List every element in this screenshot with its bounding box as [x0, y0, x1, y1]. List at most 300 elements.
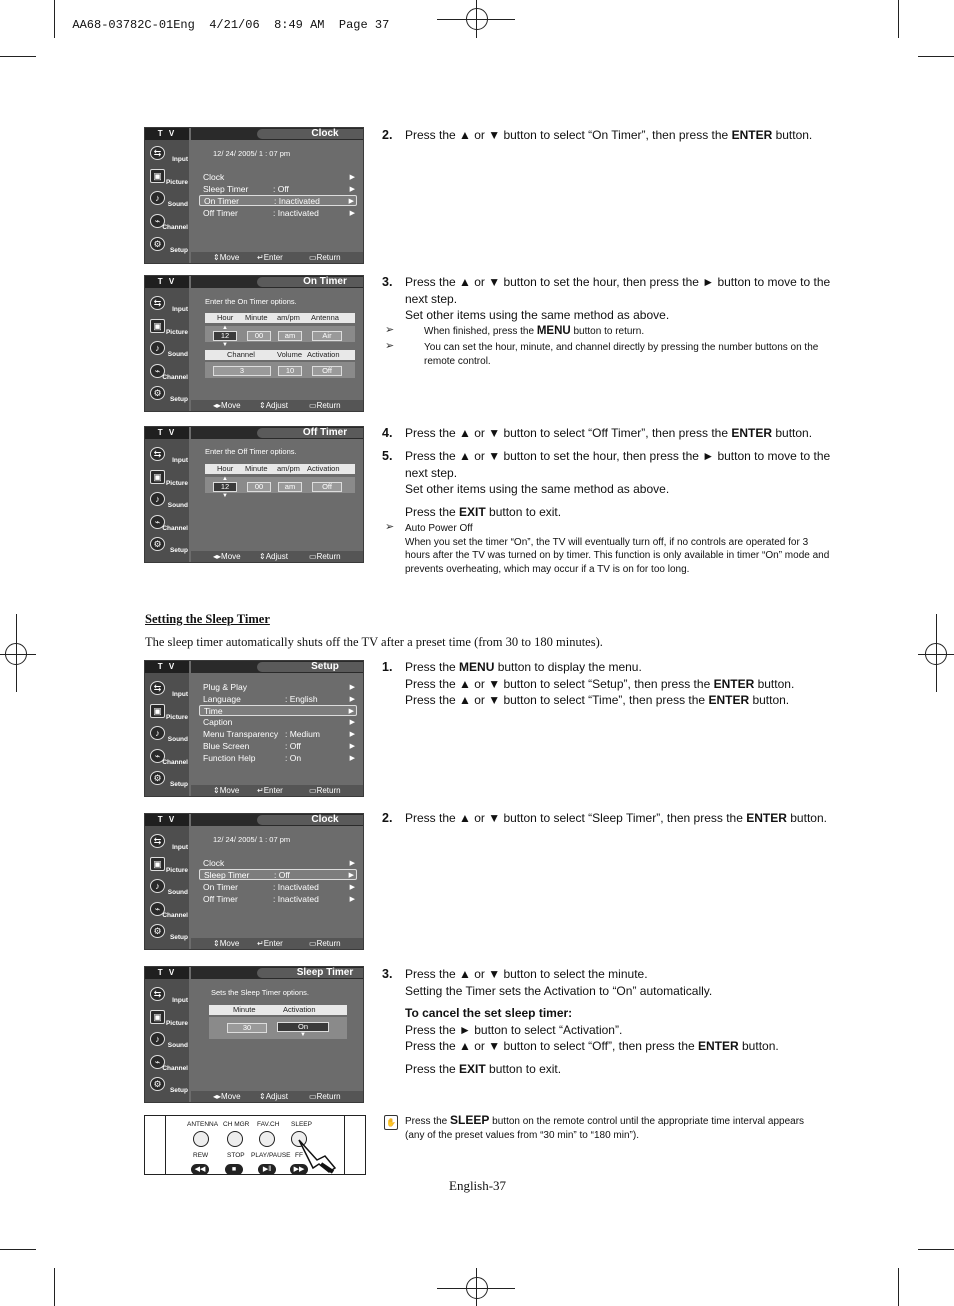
enter-hint: ↵ Enter [257, 786, 283, 795]
sidebar-item-setup[interactable] [148, 384, 188, 404]
step-text [405, 448, 835, 520]
return-hint: ▭ Return [309, 253, 341, 262]
move-label: Move [221, 1092, 241, 1101]
item-label: Sleep Timer [204, 870, 250, 880]
tv-label: T V [145, 661, 189, 673]
sleep-remote-note [405, 1114, 820, 1142]
sidebar-item-input[interactable] [148, 832, 188, 852]
sound-icon: ♪ [150, 341, 165, 355]
sidebar-item-setup[interactable] [148, 1075, 188, 1095]
input-icon: ⇆ [150, 834, 165, 848]
sidebar-item-channel[interactable] [148, 362, 188, 382]
menu-item-off-timer[interactable] [199, 894, 357, 905]
sidebar-label: Input [172, 997, 188, 1004]
item-label: Caption [203, 717, 233, 727]
text: Press the [405, 1061, 460, 1076]
text-line [405, 659, 835, 676]
text-line [405, 504, 835, 521]
adjust-label: Adjust [265, 1092, 288, 1101]
sidebar-label: Input [172, 306, 188, 313]
header-minute: Minute [245, 464, 268, 473]
step-number: 1. [382, 660, 393, 674]
enter-key: ENTER [698, 1039, 739, 1053]
minute-field[interactable]: 00 [247, 331, 271, 341]
remote-control-illustration [144, 1115, 366, 1175]
timer-header-row [209, 1005, 347, 1015]
clock-datetime: 12/ 24/ 2005/ 1 : 07 pm [213, 835, 291, 844]
text-line: Set other items using the same method as above. [405, 308, 670, 322]
sidebar-item-setup[interactable] [148, 922, 188, 942]
item-value: : Medium [285, 729, 320, 739]
header-hour: Hour [217, 464, 234, 473]
header-antenna: Antenna [311, 313, 339, 322]
return-label: Return [316, 552, 341, 561]
item-label: On Timer [204, 196, 239, 206]
enter-key: ENTER [708, 693, 750, 707]
step-number: 3. [382, 967, 393, 981]
step-text [405, 425, 835, 442]
menu-footer [191, 785, 363, 796]
crop-mark [0, 1249, 36, 1250]
step-text [405, 810, 835, 827]
input-icon: ⇆ [150, 447, 165, 461]
antenna-button[interactable] [193, 1131, 209, 1147]
move-label: Move [221, 552, 241, 561]
menu-title: Sleep Timer [257, 968, 364, 978]
menu-item-on-timer[interactable] [199, 195, 357, 206]
sidebar-label: Channel [162, 224, 188, 231]
title-bar [191, 276, 363, 288]
text: Press the ▲ or ▼ button to select “Time”, then press the [405, 693, 709, 707]
item-label: Blue Screen [203, 741, 250, 751]
sidebar-item-picture[interactable] [148, 317, 188, 337]
menu-footer [191, 551, 363, 562]
menu-item-blue-screen[interactable] [199, 741, 357, 752]
setup-icon: ⚙ [150, 1077, 165, 1091]
adjust-hint: ⇕ Adjust [259, 1092, 288, 1101]
move-label: Move [219, 939, 240, 948]
item-value: : Inactivated [273, 208, 319, 218]
remote-label-play-pause: PLAY/PAUSE [251, 1152, 291, 1159]
sidebar-item-picture[interactable] [148, 167, 188, 187]
item-label: Time [204, 706, 223, 716]
enter-label: Enter [263, 939, 283, 948]
text-line: Press the ▲ or ▼ button to set the hour, then press the ► button to move to the [405, 449, 831, 463]
menu-item-sleep-timer[interactable] [199, 869, 357, 880]
stop-button[interactable]: ■ [225, 1164, 243, 1175]
page-number: English-37 [449, 1178, 507, 1193]
arrow-right-icon: ▶ [348, 872, 354, 879]
header-activation: Activation [307, 350, 340, 359]
hour-field[interactable]: 12 [213, 482, 237, 492]
sidebar-label: Channel [162, 1065, 188, 1072]
input-icon: ⇆ [150, 681, 165, 695]
title-bar [191, 814, 363, 826]
sidebar-item-picture[interactable] [148, 855, 188, 875]
item-value: : Inactivated [274, 196, 320, 206]
text: Press the [405, 1116, 451, 1127]
menu-item-clock[interactable] [199, 172, 357, 183]
adjust-label: Adjust [265, 552, 288, 561]
sound-icon: ♪ [150, 1032, 165, 1046]
section-title: Setting the Sleep Timer [145, 612, 270, 626]
return-label: Return [316, 939, 341, 948]
step-text [405, 659, 835, 709]
move-hint: ◂▸ Move [213, 401, 241, 410]
header-minute: Minute [233, 1005, 256, 1014]
crop-mark [898, 0, 899, 38]
note-menu-return [424, 325, 849, 339]
arrow-right-icon: ▶ [349, 731, 355, 738]
text-line: next step. [405, 291, 458, 306]
arrow-right-icon: ▶ [349, 719, 355, 726]
menu-item-menu-transparency[interactable] [199, 729, 357, 740]
ch-mgr-button[interactable] [227, 1131, 243, 1147]
clock-menu-panel-sleep [144, 813, 364, 950]
text: button on the remote control until the appropriate time interval appears (any of the preset values from “30 min” to “180 min”). [405, 1116, 805, 1141]
sidebar-item-input[interactable] [148, 144, 188, 164]
item-value: : English [285, 694, 318, 704]
remote-label-fav-ch: FAV.CH [257, 1121, 280, 1128]
arrow-right-icon: ▶ [349, 186, 355, 193]
title-bar [191, 661, 363, 673]
sidebar-label: Picture [165, 329, 188, 336]
arrow-right-icon: ▶ [349, 174, 355, 181]
menu-item-language[interactable] [199, 694, 357, 705]
clock-menu-panel [144, 127, 364, 264]
sidebar-item-picture[interactable] [148, 468, 188, 488]
arrow-right-icon: ▶ [348, 198, 354, 205]
step-text [405, 966, 835, 1077]
crop-mark [54, 0, 55, 38]
registration-mark [476, 1268, 477, 1306]
sidebar-label: Setup [169, 247, 188, 254]
move-hint: ⇕ Move [213, 253, 240, 262]
remote-label-antenna: ANTENNA [187, 1121, 219, 1128]
enter-key: ENTER [746, 811, 787, 825]
arrow-right-icon: ▶ [349, 860, 355, 867]
menu-item-off-timer[interactable] [199, 208, 357, 219]
channel-field[interactable]: 3 [213, 366, 271, 376]
text: Press the ▲ or ▼ button to select “Sleep Timer”, then press the [405, 811, 747, 825]
menu-item-time[interactable] [199, 705, 357, 716]
item-value: : Off [273, 184, 289, 194]
print-slug: AA68-03782C-01Eng [72, 18, 195, 32]
input-icon: ⇆ [150, 296, 165, 310]
sidebar-item-sound[interactable] [148, 490, 188, 510]
step-number: 2. [382, 811, 393, 825]
sidebar-label: Sound [167, 502, 188, 509]
sidebar-label: Picture [165, 867, 188, 874]
return-hint: ▭ Return [309, 939, 341, 948]
minute-field[interactable]: 30 [227, 1023, 267, 1033]
setup-icon: ⚙ [150, 386, 165, 400]
note-arrow-icon: ➢ [385, 324, 395, 336]
return-label: Return [316, 401, 341, 410]
return-label: Return [316, 1092, 341, 1101]
sidebar-item-input[interactable] [148, 985, 188, 1005]
menu-title: Setup [257, 662, 364, 672]
move-hint: ⇕ Move [213, 939, 240, 948]
header-hour: Hour [217, 313, 234, 322]
sidebar-item-picture[interactable] [148, 702, 188, 722]
menu-title: Clock [257, 815, 364, 825]
picture-icon: ▣ [150, 704, 165, 718]
text-line: Press the ▲ or ▼ button to select the minute. [405, 967, 648, 981]
sidebar-item-sound[interactable] [148, 339, 188, 359]
step-number: 2. [382, 128, 393, 142]
header-activation: Activation [283, 1005, 316, 1014]
menu-hint: Enter the Off Timer options. [205, 447, 297, 456]
arrow-right-icon: ▶ [349, 684, 355, 691]
move-hint: ⇕ Move [213, 786, 240, 795]
move-hint: ◂▸ Move [213, 1092, 241, 1101]
arrow-right-icon: ▶ [349, 884, 355, 891]
adjust-hint: ⇕ Adjust [259, 401, 288, 410]
menu-item-clock[interactable] [199, 858, 357, 869]
text-line [405, 692, 835, 709]
menu-title: Clock [257, 129, 364, 139]
move-label: Move [221, 401, 241, 410]
registration-mark [476, 0, 477, 38]
sleep-key: SLEEP [450, 1113, 490, 1127]
arrow-right-icon: ▶ [349, 755, 355, 762]
menu-item-plug-play[interactable] [199, 682, 357, 693]
text-line [405, 1038, 835, 1055]
remote-edge [344, 1116, 365, 1174]
rew-button[interactable]: ◀◀ [191, 1164, 209, 1175]
return-hint: ▭ Return [309, 1092, 341, 1101]
sidebar-label: Input [172, 691, 188, 698]
remote-note-icon: ✋ [384, 1115, 398, 1130]
sidebar-item-sound[interactable] [148, 877, 188, 897]
text: Press the [405, 504, 460, 519]
step-number: 5. [382, 449, 393, 463]
picture-icon: ▣ [150, 470, 165, 484]
sidebar-label: Channel [162, 374, 188, 381]
remote-label-ch-mgr: CH MGR [223, 1121, 250, 1128]
sidebar-item-sound[interactable] [148, 724, 188, 744]
picture-icon: ▣ [150, 169, 165, 183]
sidebar-item-input[interactable] [148, 679, 188, 699]
text: Press the ▲ or ▼ button to select “Setup”, then press the [405, 676, 714, 691]
crop-mark [54, 1268, 55, 1306]
input-icon: ⇆ [150, 146, 165, 160]
off-timer-menu-panel [144, 426, 364, 563]
sidebar-item-channel[interactable] [148, 212, 188, 232]
step-number: 3. [382, 275, 393, 289]
note-number-buttons: You can set the hour, minute, and channel directly by pressing the number buttons on the remote control. [424, 342, 819, 367]
activation-field[interactable]: On [277, 1022, 329, 1032]
sidebar-item-setup[interactable] [148, 769, 188, 789]
channel-icon: ⌁ [150, 214, 165, 228]
menu-key: MENU [459, 660, 495, 674]
item-value: : Off [274, 870, 290, 880]
text-line: Press the ► button to select “Activation”. [405, 1022, 623, 1037]
menu-key: MENU [536, 325, 571, 337]
registration-mark [936, 614, 937, 692]
sidebar-item-setup[interactable] [148, 235, 188, 255]
registration-mark [0, 654, 36, 655]
text-line: Set other items using the same method as above. [405, 482, 670, 496]
clock-datetime: 12/ 24/ 2005/ 1 : 07 pm [213, 149, 291, 158]
text: button to exit. [485, 504, 562, 519]
sidebar-item-channel[interactable] [148, 1053, 188, 1073]
menu-item-function-help[interactable] [199, 753, 357, 764]
sidebar-item-input[interactable] [148, 294, 188, 314]
tv-label: T V [145, 276, 189, 288]
item-label: Off Timer [203, 894, 238, 904]
return-hint: ▭ Return [309, 401, 341, 410]
sound-icon: ♪ [150, 726, 165, 740]
play-pause-button[interactable]: ▶‖ [258, 1164, 276, 1175]
title-bar [191, 967, 363, 979]
enter-key: ENTER [713, 676, 755, 691]
text: button. [786, 811, 827, 825]
sidebar-item-channel[interactable] [148, 900, 188, 920]
exit-key: EXIT [459, 1061, 486, 1076]
menu-item-sleep-timer[interactable] [199, 184, 357, 195]
remote-label-ff: FF [295, 1152, 303, 1159]
enter-hint: ↵ Enter [257, 939, 283, 948]
return-label: Return [316, 786, 341, 795]
sidebar-item-picture[interactable] [148, 1008, 188, 1028]
crop-mark [918, 1249, 954, 1250]
note-auto-power-off [405, 522, 830, 576]
picture-icon: ▣ [150, 1010, 165, 1024]
antenna-field[interactable]: Air [312, 331, 342, 341]
note-arrow-icon: ➢ [385, 340, 395, 352]
print-header [58, 4, 389, 32]
tv-label: T V [145, 427, 189, 439]
up-arrow-icon: ▲ [222, 476, 228, 482]
timer-header-row [205, 313, 355, 323]
remote-label-sleep: SLEEP [291, 1121, 312, 1128]
sidebar-label: Setup [169, 934, 188, 941]
text: When finished, press the [424, 326, 537, 337]
down-arrow-icon: ▼ [222, 342, 228, 348]
move-label: Move [219, 253, 240, 262]
remote-label-rew: REW [193, 1152, 209, 1159]
note-title: Auto Power Off [405, 523, 473, 534]
text: button. [772, 426, 813, 440]
sidebar-label: Picture [165, 1020, 188, 1027]
header-volume: Volume [277, 350, 303, 359]
tv-label: T V [145, 814, 189, 826]
sidebar-item-setup[interactable] [148, 535, 188, 555]
sidebar-label: Input [172, 844, 188, 851]
text: Press the ▲ or ▼ button to select “Off Timer”, then press the [405, 426, 732, 440]
item-label: On Timer [203, 882, 238, 892]
text: button to exit. [485, 1061, 562, 1076]
text: button. [772, 128, 813, 142]
adjust-hint: ⇕ Adjust [259, 552, 288, 561]
sleep-timer-menu-panel [144, 966, 364, 1103]
sidebar-label: Setup [169, 781, 188, 788]
ff-button[interactable]: ▶▶ [290, 1164, 308, 1175]
setup-menu-panel [144, 660, 364, 797]
ampm-field[interactable]: am [278, 482, 302, 492]
item-value: : Inactivated [273, 882, 319, 892]
channel-icon: ⌁ [150, 1055, 165, 1069]
setup-icon: ⚙ [150, 537, 165, 551]
minute-field[interactable]: 00 [247, 482, 271, 492]
down-arrow-icon: ▼ [300, 1032, 306, 1038]
text-line: Setting the Timer sets the Activation to “On” automatically. [405, 983, 713, 998]
section-intro: The sleep timer automatically shuts off the TV after a preset time (from 30 to 180 minutes). [145, 635, 603, 649]
return-hint: ▭ Return [309, 552, 341, 561]
up-arrow-icon: ▲ [222, 325, 228, 331]
arrow-right-icon: ▶ [349, 743, 355, 750]
sidebar-item-sound[interactable] [148, 189, 188, 209]
menu-item-on-timer[interactable] [199, 882, 357, 893]
menu-item-caption[interactable] [199, 717, 357, 728]
volume-field[interactable]: 10 [278, 366, 302, 376]
sidebar-label: Sound [167, 201, 188, 208]
menu-footer [191, 252, 363, 263]
arrow-right-icon: ▶ [349, 696, 355, 703]
arrow-right-icon: ▶ [348, 708, 354, 715]
channel-icon: ⌁ [150, 364, 165, 378]
sidebar-label: Channel [162, 912, 188, 919]
arrow-right-icon: ▶ [349, 210, 355, 217]
text: button. [754, 676, 795, 691]
enter-label: Enter [263, 786, 283, 795]
title-bar [191, 128, 363, 140]
sidebar-item-channel[interactable] [148, 513, 188, 533]
return-label: Return [316, 253, 341, 262]
sidebar-item-sound[interactable] [148, 1030, 188, 1050]
sound-icon: ♪ [150, 879, 165, 893]
menu-hint: Enter the On Timer options. [205, 297, 297, 306]
channel-icon: ⌁ [150, 515, 165, 529]
setup-icon: ⚙ [150, 924, 165, 938]
sidebar-label: Channel [162, 759, 188, 766]
move-hint: ◂▸ Move [213, 552, 241, 561]
sound-icon: ♪ [150, 191, 165, 205]
hour-field[interactable]: 12 [213, 331, 237, 341]
sidebar-item-channel[interactable] [148, 747, 188, 767]
input-icon: ⇆ [150, 987, 165, 1001]
timer-header-row-2 [205, 350, 355, 360]
exit-key: EXIT [459, 504, 486, 519]
item-label: Plug & Play [203, 682, 247, 692]
sidebar-label: Picture [165, 480, 188, 487]
print-time: 8:49 AM [274, 18, 325, 32]
crop-mark [898, 1268, 899, 1306]
text: button. [738, 1039, 779, 1053]
adjust-label: Adjust [265, 401, 288, 410]
fav-ch-button[interactable] [259, 1131, 275, 1147]
activation-field[interactable]: Off [312, 482, 342, 492]
ampm-field[interactable]: am [278, 331, 302, 341]
item-value: : Inactivated [273, 894, 319, 904]
enter-key: ENTER [731, 426, 773, 440]
activation-field[interactable]: Off [312, 366, 342, 376]
menu-footer [191, 400, 363, 411]
sidebar-label: Sound [167, 889, 188, 896]
title-bar [191, 427, 363, 439]
menu-title: Off Timer [257, 428, 364, 438]
text-line: Press the ▲ or ▼ button to set the hour, then press the ► button to move to the [405, 275, 831, 289]
header-channel: Channel [227, 350, 255, 359]
sidebar-label: Setup [169, 547, 188, 554]
tv-label: T V [145, 967, 189, 979]
cancel-title: To cancel the set sleep timer: [405, 1006, 573, 1020]
sidebar-label: Setup [169, 1087, 188, 1094]
sidebar-item-input[interactable] [148, 445, 188, 465]
timer-header-row [205, 464, 355, 474]
